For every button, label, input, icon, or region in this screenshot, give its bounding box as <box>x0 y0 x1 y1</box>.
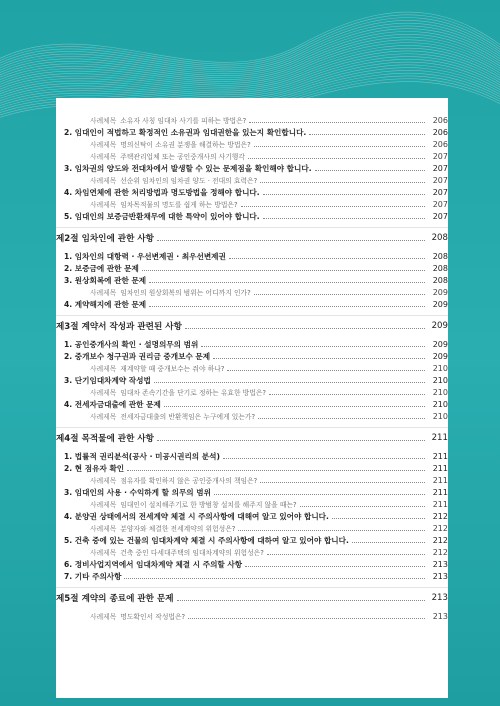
toc-item-row[interactable] <box>56 450 448 462</box>
dot-leader <box>260 482 425 483</box>
example-prefix: 사례제목 <box>90 289 117 297</box>
page-number: 209 <box>432 299 448 309</box>
example-prefix: 사례제목 <box>90 501 117 509</box>
dot-leader <box>213 358 425 359</box>
toc-example-row[interactable] <box>56 410 448 422</box>
dot-leader <box>332 518 425 519</box>
page-number: 211 <box>432 451 448 461</box>
toc-entry-title: 2. 보증금에 관한 문제 <box>64 263 139 273</box>
toc-entry-title: 3. 단기임대차계약 작성법 <box>64 375 151 385</box>
toc-item-row[interactable] <box>56 250 448 262</box>
toc-entry-title: 3. 임차권의 양도와 전대차에서 발생할 수 있는 문제점을 확인해야 합니다. <box>64 163 312 173</box>
toc-entry-title: 3. 임대인의 사용 · 수익하게 할 의무의 범위 <box>64 487 211 497</box>
example-prefix: 사례제목 <box>90 477 117 485</box>
page-number: 210 <box>432 375 448 385</box>
toc-item-row[interactable] <box>56 534 448 546</box>
chapter-divider <box>56 315 448 316</box>
toc-entry-title <box>56 547 264 557</box>
toc-entry-title: 2. 중개보수 청구권과 권리금 중개보수 문제 <box>64 351 211 361</box>
page-number: 211 <box>432 475 448 485</box>
dot-leader <box>249 122 425 123</box>
page-number: 211 <box>432 499 448 509</box>
toc-entry-title <box>56 175 257 185</box>
dot-leader <box>258 418 425 419</box>
example-text: 명의신탁이 소유권 분쟁을 해결하는 방법은? <box>120 141 251 149</box>
toc-example-row[interactable] <box>56 138 448 150</box>
toc-example-row[interactable] <box>56 386 448 398</box>
toc-item-row[interactable] <box>56 486 448 498</box>
toc-entry-title <box>56 115 246 125</box>
chapter-divider <box>56 227 448 228</box>
dot-leader <box>241 206 425 207</box>
toc-entry-title <box>56 387 266 397</box>
toc-entry-title: 1. 공인중개사의 확인 · 설명의무의 범위 <box>64 339 199 349</box>
example-text: 분양자와 체결한 전세계약의 위험성은? <box>120 525 236 533</box>
toc-entry-title: 6. 정비사업지역에서 임대차계약 체결 시 주의할 사항 <box>64 559 243 569</box>
page-number: 211 <box>431 433 448 443</box>
dot-leader <box>124 578 425 579</box>
example-text: 주택관리업체 또는 공인중개사의 사기행각 <box>120 153 245 161</box>
example-text: 재계약할 때 중개보수는 줘야 하나? <box>120 365 225 373</box>
toc-item-row[interactable] <box>56 274 448 286</box>
toc-example-row[interactable] <box>56 362 448 374</box>
toc-entry-title: 제2절 임차인에 관한 사항 <box>56 234 154 244</box>
example-text: 임대인이 설치해주기로 한 방범창 설치를 해주지 않을 때는? <box>120 501 297 509</box>
dot-leader <box>300 506 425 507</box>
example-text: 선순위 임차인의 임차권 양도 · 전대의 효력은? <box>120 177 258 185</box>
page-number: 208 <box>431 233 448 243</box>
page-number: 206 <box>432 127 448 137</box>
toc-example-row[interactable] <box>56 174 448 186</box>
toc-entry-title <box>56 523 235 533</box>
toc-chapter-row[interactable] <box>56 432 448 444</box>
page-number: 210 <box>432 411 448 421</box>
dot-leader <box>149 282 425 283</box>
toc-entry-title <box>56 611 185 621</box>
page-number: 213 <box>432 559 448 569</box>
page-number: 213 <box>431 593 448 603</box>
page-number: 212 <box>432 511 448 521</box>
toc-item-row[interactable] <box>56 350 448 362</box>
toc-entry-title <box>56 287 251 297</box>
page-number: 213 <box>432 571 448 581</box>
dot-leader <box>149 306 425 307</box>
page-number: 209 <box>431 321 448 331</box>
dot-leader <box>227 370 425 371</box>
toc-item-row[interactable] <box>56 510 448 522</box>
example-prefix: 사례제목 <box>90 177 117 185</box>
example-prefix: 사례제목 <box>90 549 117 557</box>
page-number: 210 <box>432 387 448 397</box>
dot-leader <box>238 530 425 531</box>
dot-leader <box>263 194 425 195</box>
dot-leader <box>267 554 425 555</box>
page-number: 206 <box>432 115 448 125</box>
toc-example-row[interactable] <box>56 474 448 486</box>
page-number: 207 <box>432 175 448 185</box>
toc-entry-title: 4. 전세자금대출에 관한 문제 <box>64 399 161 409</box>
dot-leader <box>201 346 425 347</box>
toc-chapter-row[interactable] <box>56 592 448 604</box>
dot-leader <box>254 146 425 147</box>
dot-leader <box>248 158 425 159</box>
dot-leader <box>315 170 425 171</box>
page-number: 211 <box>432 487 448 497</box>
toc-example-row[interactable] <box>56 150 448 162</box>
example-prefix: 사례제목 <box>90 153 117 161</box>
page-number: 211 <box>432 463 448 473</box>
toc-page <box>56 98 448 698</box>
page-number: 207 <box>432 163 448 173</box>
dot-leader <box>260 182 425 183</box>
page-number: 212 <box>432 547 448 557</box>
example-prefix: 사례제목 <box>90 201 117 209</box>
dot-leader <box>263 218 425 219</box>
page-number: 209 <box>432 287 448 297</box>
example-prefix: 사례제목 <box>90 389 117 397</box>
dot-leader <box>245 566 425 567</box>
toc-item-row[interactable] <box>56 210 448 222</box>
toc-entry-title <box>56 363 224 373</box>
toc-example-row[interactable] <box>56 546 448 558</box>
page-number: 208 <box>432 251 448 261</box>
page-number: 207 <box>432 211 448 221</box>
example-text: 점유자를 확인하지 않은 공인중개사의 책임은? <box>120 477 258 485</box>
dot-leader <box>157 440 425 441</box>
toc-entry-title <box>56 411 255 421</box>
example-prefix: 사례제목 <box>90 413 117 421</box>
dot-leader <box>164 406 425 407</box>
page-number: 207 <box>432 199 448 209</box>
dot-leader <box>214 494 425 495</box>
toc-item-row[interactable] <box>56 126 448 138</box>
dot-leader <box>188 618 425 619</box>
toc-item-row[interactable] <box>56 162 448 174</box>
toc-entry-title: 4. 분양권 상태에서의 전세계약 체결 시 주의사항에 대해여 알고 있어야 합니다. <box>64 511 329 521</box>
example-text: 소유자 사칭 임대차 사기를 피하는 방법은? <box>120 117 247 125</box>
toc-item-row[interactable] <box>56 298 448 310</box>
page-number: 213 <box>432 611 448 621</box>
example-prefix: 사례제목 <box>90 613 117 621</box>
example-prefix: 사례제목 <box>90 525 117 533</box>
example-prefix: 사례제목 <box>90 365 117 373</box>
toc-item-row[interactable] <box>56 262 448 274</box>
dot-leader <box>223 458 425 459</box>
toc-example-row[interactable] <box>56 198 448 210</box>
toc-item-row[interactable] <box>56 374 448 386</box>
page-number: 212 <box>432 535 448 545</box>
toc-item-row[interactable] <box>56 570 448 582</box>
page-number: 209 <box>432 339 448 349</box>
toc-example-row[interactable] <box>56 286 448 298</box>
toc-entry-title: 제5절 계약의 종료에 관한 문제 <box>56 594 174 604</box>
page-number: 208 <box>432 263 448 273</box>
dot-leader <box>127 470 425 471</box>
dot-leader <box>142 270 425 271</box>
toc-example-row[interactable] <box>56 114 448 126</box>
page-number: 209 <box>432 351 448 361</box>
example-text: 명도확인서 작성법은? <box>120 613 186 621</box>
toc-item-row[interactable] <box>56 398 448 410</box>
toc-example-row[interactable] <box>56 498 448 510</box>
toc-entry-title: 7. 기타 주의사항 <box>64 571 122 581</box>
toc-example-row[interactable] <box>56 610 448 622</box>
dot-leader <box>352 542 425 543</box>
toc-item-row[interactable] <box>56 338 448 350</box>
toc-entry-title <box>56 139 251 149</box>
toc-example-row[interactable] <box>56 522 448 534</box>
dot-leader <box>185 328 425 329</box>
toc-entry-title <box>56 151 245 161</box>
dot-leader <box>177 600 425 601</box>
toc-entry-title <box>56 475 257 485</box>
page-number: 206 <box>432 139 448 149</box>
chapter-divider <box>56 587 448 588</box>
page-number: 210 <box>432 399 448 409</box>
page-number: 208 <box>432 275 448 285</box>
toc-entry-title: 3. 원상회복에 관한 문제 <box>64 275 147 285</box>
example-prefix: 사례체목 <box>90 117 117 125</box>
toc-item-row[interactable] <box>56 186 448 198</box>
example-text: 임차인의 원상회복의 범위는 어디까지 인가? <box>120 289 251 297</box>
page-number: 207 <box>432 151 448 161</box>
page-number: 207 <box>432 187 448 197</box>
dot-leader <box>229 258 425 259</box>
example-text: 전세자금대출의 반환책임은 누구에게 있는가? <box>120 413 256 421</box>
toc-entry-title: 2. 현 점유자 확인 <box>64 463 125 473</box>
example-text: 임대차 존속기간을 단기로 정하는 유효한 방법은? <box>120 389 266 397</box>
page-number: 210 <box>432 363 448 373</box>
dot-leader <box>254 294 425 295</box>
toc-entry-title: 4. 계약해지에 관한 문제 <box>64 299 147 309</box>
example-prefix: 사례제목 <box>90 141 117 149</box>
toc-entry-title: 1. 법률적 권리분석(공사 · 미공시권리의 분석) <box>64 451 220 461</box>
toc-entry-title: 2. 임대인이 적법하고 확정적인 소유권과 임대권한을 있는지 확인합니다. <box>64 127 307 137</box>
toc-item-row[interactable] <box>56 558 448 570</box>
toc-entry-title: 제3절 계약서 작성과 관련된 사항 <box>56 322 182 332</box>
toc-entry-title <box>56 199 238 209</box>
example-text: 건축 중인 다세대주택의 임대차계약의 위험성은? <box>120 549 264 557</box>
example-text: 임차목적물의 명도를 쉽게 하는 방법은? <box>120 201 238 209</box>
toc-entry-title: 5. 임대인의 보증금반환채무에 대한 특약이 있어야 합니다. <box>64 211 260 221</box>
dot-leader <box>154 382 425 383</box>
toc-item-row[interactable] <box>56 462 448 474</box>
toc-entry-title: 5. 건축 중에 있는 건물의 임대차계약 체결 시 주의사항에 대하여 알고 있어야 합니다. <box>64 535 349 545</box>
toc-entry-title: 1. 임차인의 대항력 · 우선변제권 · 최우선변제권 <box>64 251 226 261</box>
dot-leader <box>269 394 425 395</box>
chapter-divider <box>56 427 448 428</box>
toc-entry-title <box>56 499 297 509</box>
toc-entry-title: 4. 차임연체에 관한 처리방법과 명도방법을 정해야 합니다. <box>64 187 260 197</box>
toc-chapter-row[interactable] <box>56 320 448 332</box>
toc-entry-title: 제4절 목적물에 관한 사항 <box>56 434 154 444</box>
toc-chapter-row[interactable] <box>56 232 448 244</box>
dot-leader <box>157 240 425 241</box>
page-number: 212 <box>432 523 448 533</box>
dot-leader <box>309 134 425 135</box>
